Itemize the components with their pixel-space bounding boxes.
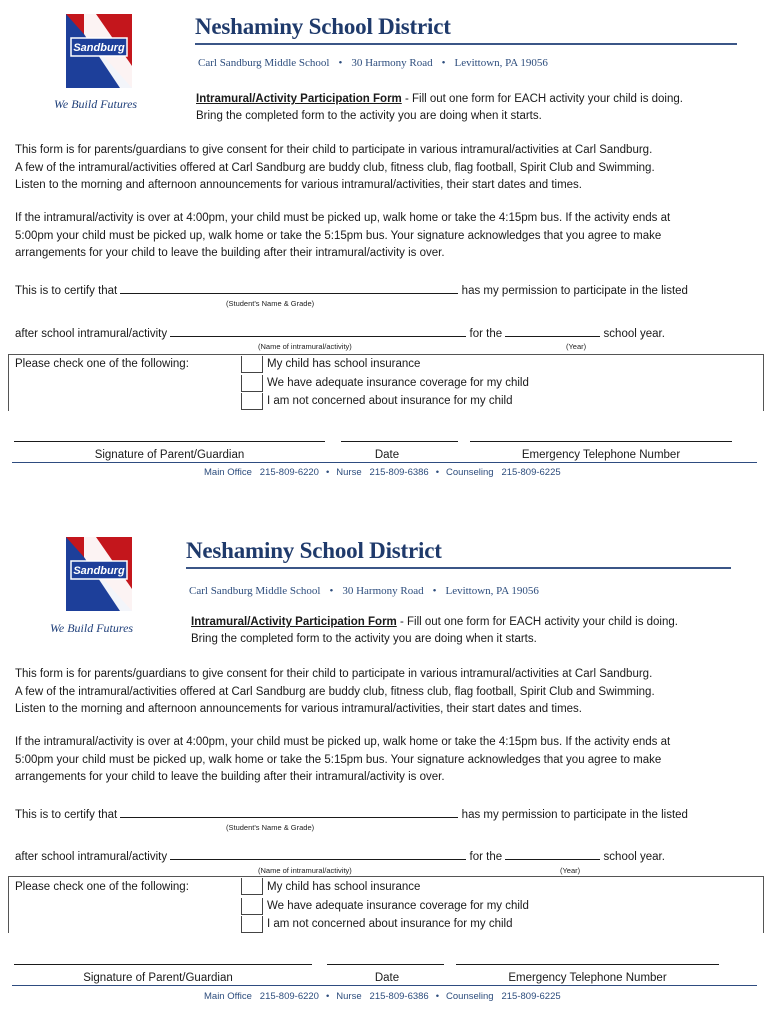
school-name: Carl Sandburg Middle School — [189, 585, 321, 597]
certify-rest: has my permission to participate in the listed — [461, 809, 688, 821]
insurance-checkbox-2[interactable] — [241, 375, 263, 392]
school-year-label: school year. — [603, 851, 665, 863]
insurance-checkbox-1[interactable] — [241, 356, 263, 373]
title-rule — [186, 567, 731, 569]
school-name: Carl Sandburg Middle School — [198, 57, 330, 69]
certify-label: This is to certify that — [15, 285, 118, 297]
insurance-option-1: My child has school insurance — [267, 881, 421, 893]
form-instructions — [191, 614, 678, 648]
district-title: Neshaminy School District — [186, 538, 442, 563]
parent-signature-label: Signature of Parent/Guardian — [83, 972, 233, 984]
svg-text:Sandburg: Sandburg — [73, 42, 125, 54]
school-address: Carl Sandburg Middle School • 30 Harmony Road • Levittown, PA 19056 — [189, 585, 539, 597]
insurance-checkbox-2[interactable] — [241, 898, 263, 915]
certify-label: This is to certify that — [15, 809, 118, 821]
certify-rest: has my permission to participate in the listed — [461, 285, 688, 297]
student-name-hint: (Student's Name & Grade) — [226, 823, 315, 832]
instructions-line-2: Bring the completed form to the activity you are doing when it starts. — [196, 110, 542, 122]
parent-signature-field[interactable] — [14, 964, 312, 965]
svg-text:Sandburg: Sandburg — [73, 565, 125, 577]
certify-line — [15, 282, 688, 297]
paragraph-line: 5:00pm your child must be picked up, walk home or take the 5:15pm bus. Your signature acknowledges that you agree to make — [15, 229, 662, 242]
insurance-option-2: We have adequate insurance coverage for my child — [267, 377, 529, 389]
form-instructions — [196, 91, 683, 125]
school-year-label: school year. — [603, 328, 665, 340]
paragraph-line: If the intramural/activity is over at 4:00pm, your child must be picked up, walk home or take the 4:15pm bus. If the activity ends at — [15, 736, 671, 748]
student-name-hint: (Student's Name & Grade) — [226, 299, 315, 308]
form-name: Intramural/Activity Participation Form — [196, 93, 402, 105]
paragraph-line: arrangements for your child to leave the building after their intramural/activity is over. — [15, 771, 445, 783]
instructions-line-1: - Fill out one form for EACH activity your child is doing. — [396, 616, 678, 628]
paragraph-line: arrangements for your child to leave the building after their intramural/activity is over. — [15, 247, 445, 259]
student-name-field[interactable] — [120, 282, 458, 294]
activity-name-field[interactable] — [170, 325, 466, 337]
counseling-contact: Counseling 215-809-6225 — [446, 467, 561, 478]
contact-numbers: Main Office 215-809-6220 • Nurse 215-809-6386 • Counseling 215-809-6225 — [204, 991, 561, 1002]
contact-numbers: Main Office 215-809-6220 • Nurse 215-809-6386 • Counseling 215-809-6225 — [204, 467, 561, 478]
street-address: 30 Harmony Road — [351, 57, 433, 69]
consent-paragraph — [15, 142, 655, 195]
for-the-label: for the — [469, 328, 503, 340]
pickup-paragraph — [15, 210, 670, 263]
insurance-option-3: I am not concerned about insurance for my child — [267, 395, 513, 407]
school-year-field[interactable] — [505, 325, 600, 337]
main-office-contact: Main Office 215-809-6220 — [204, 467, 319, 478]
insurance-option-3: I am not concerned about insurance for my child — [267, 918, 513, 930]
footer-rule — [12, 462, 757, 463]
date-label: Date — [374, 449, 400, 461]
paragraph-line: 5:00pm your child must be picked up, walk home or take the 5:15pm bus. Your signature acknowledges that you agree to make — [15, 753, 662, 766]
footer-rule — [12, 985, 757, 986]
city-state-zip: Levittown, PA 19056 — [445, 585, 539, 597]
paragraph-line: Listen to the morning and afternoon announcements for various intramural/activities, their start dates and times. — [15, 179, 582, 191]
sandburg-logo-icon — [66, 14, 132, 88]
student-name-field[interactable] — [120, 806, 458, 818]
emergency-phone-label: Emergency Telephone Number — [521, 449, 681, 461]
consent-paragraph — [15, 666, 655, 719]
activity-name-hint: (Name of intramural/activity) — [258, 342, 352, 351]
instructions-line-2: Bring the completed form to the activity you are doing when it starts. — [191, 633, 537, 645]
paragraph-line: This form is for parents/guardians to give consent for their child to participate in various intramural/activities at Carl Sandburg. — [15, 668, 653, 680]
permission-form-1 — [0, 0, 770, 505]
city-state-zip: Levittown, PA 19056 — [454, 57, 548, 69]
for-the-label: for the — [469, 851, 503, 863]
insurance-checkbox-3[interactable] — [241, 393, 263, 410]
certify-line — [15, 806, 688, 821]
parent-signature-field[interactable] — [14, 441, 325, 442]
paragraph-line: Listen to the morning and afternoon announcements for various intramural/activities, their start dates and times. — [15, 703, 582, 715]
year-hint: (Year) — [560, 866, 581, 875]
activity-label: after school intramural/activity — [15, 328, 168, 340]
activity-label: after school intramural/activity — [15, 851, 168, 863]
check-prompt: Please check one of the following: — [15, 358, 189, 370]
form-name: Intramural/Activity Participation Form — [191, 616, 397, 628]
sandburg-logo-icon — [66, 537, 132, 611]
insurance-option-1: My child has school insurance — [267, 358, 421, 370]
check-prompt: Please check one of the following: — [15, 881, 189, 893]
pickup-paragraph — [15, 734, 670, 787]
year-hint: (Year) — [566, 342, 587, 351]
permission-form-2 — [0, 523, 770, 1028]
school-address: Carl Sandburg Middle School • 30 Harmony Road • Levittown, PA 19056 — [198, 57, 548, 69]
counseling-contact: Counseling 215-809-6225 — [446, 991, 561, 1002]
date-field[interactable] — [327, 964, 444, 965]
school-year-field[interactable] — [505, 848, 600, 860]
paragraph-line: This form is for parents/guardians to give consent for their child to participate in various intramural/activities at Carl Sandburg. — [15, 144, 653, 156]
nurse-contact: Nurse 215-809-6386 — [336, 991, 429, 1002]
emergency-phone-field[interactable] — [470, 441, 732, 442]
date-label: Date — [374, 972, 400, 984]
tagline: We Build Futures — [54, 97, 138, 111]
paragraph-line: If the intramural/activity is over at 4:00pm, your child must be picked up, walk home or take the 4:15pm bus. If the activity ends at — [15, 212, 671, 224]
insurance-option-2: We have adequate insurance coverage for my child — [267, 900, 529, 912]
insurance-checkbox-3[interactable] — [241, 916, 263, 933]
instructions-line-1: - Fill out one form for EACH activity your child is doing. — [401, 93, 683, 105]
activity-line — [15, 848, 665, 863]
paragraph-line: A few of the intramural/activities offered at Carl Sandburg are buddy club, fitness club, flag football, Spirit Club and Swimming. — [15, 685, 655, 698]
nurse-contact: Nurse 215-809-6386 — [336, 467, 429, 478]
date-field[interactable] — [341, 441, 458, 442]
emergency-phone-label: Emergency Telephone Number — [508, 972, 667, 984]
activity-name-hint: (Name of intramural/activity) — [258, 866, 352, 875]
street-address: 30 Harmony Road — [342, 585, 424, 597]
emergency-phone-field[interactable] — [456, 964, 719, 965]
main-office-contact: Main Office 215-809-6220 — [204, 991, 319, 1002]
district-title: Neshaminy School District — [195, 14, 451, 39]
parent-signature-label: Signature of Parent/Guardian — [94, 449, 245, 461]
activity-line — [15, 325, 665, 340]
title-rule — [195, 43, 737, 45]
paragraph-line: A few of the intramural/activities offered at Carl Sandburg are buddy club, fitness club, flag football, Spirit Club and Swimming. — [15, 161, 655, 174]
tagline: We Build Futures — [50, 621, 134, 635]
activity-name-field[interactable] — [170, 848, 466, 860]
insurance-checkbox-1[interactable] — [241, 878, 263, 895]
